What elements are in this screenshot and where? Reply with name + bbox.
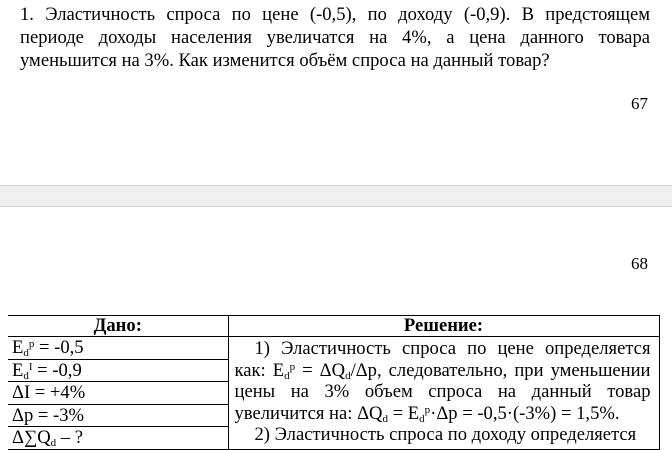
given-price-elasticity: $E_d^p = -0,5$ bbox=[8, 337, 228, 360]
page-number-67: 67 bbox=[631, 94, 648, 113]
solution-step-2: 2) Эластичность спроса по доходу определяется bbox=[254, 424, 637, 445]
given-cell bbox=[8, 337, 228, 450]
given-income-change: ΔI = +4% bbox=[8, 382, 228, 405]
solution-cell bbox=[228, 337, 659, 450]
solution-step-1: 1) Эластичность спроса по цене определяется как: $E_d^p = \Delta Q_d/\Delta p$, следовательно, при уменьшении цены на 3% объем спроса на данный товар увеличится на: $\Delta Q_d = E_d^p\cdot\Delta p = -0,5\cdot(-3\%) = 1,5\%$. bbox=[234, 338, 651, 425]
page-67 bbox=[0, 0, 672, 185]
given-income-elasticity: $E_d^I = -0,9$ bbox=[8, 360, 228, 383]
given-price-change: Δp = -3% bbox=[8, 405, 228, 428]
page-separator bbox=[0, 185, 672, 207]
page-number-68: 68 bbox=[631, 254, 648, 273]
given-unknown: $\Delta\sum Q_d$ – ? bbox=[12, 427, 83, 449]
solution-header: Решение: bbox=[228, 316, 659, 337]
given-header: Дано: bbox=[8, 316, 228, 337]
solution-table bbox=[8, 315, 660, 450]
problem-statement: 1. Эластичность спроса по цене (-0,5), по доходу (-0,9). В предстоящем периоде доходы населения увеличатся на 4%, а цена данного товара уменьшится на 3%. Как изменится объём спроса на данный товар? bbox=[20, 4, 650, 71]
